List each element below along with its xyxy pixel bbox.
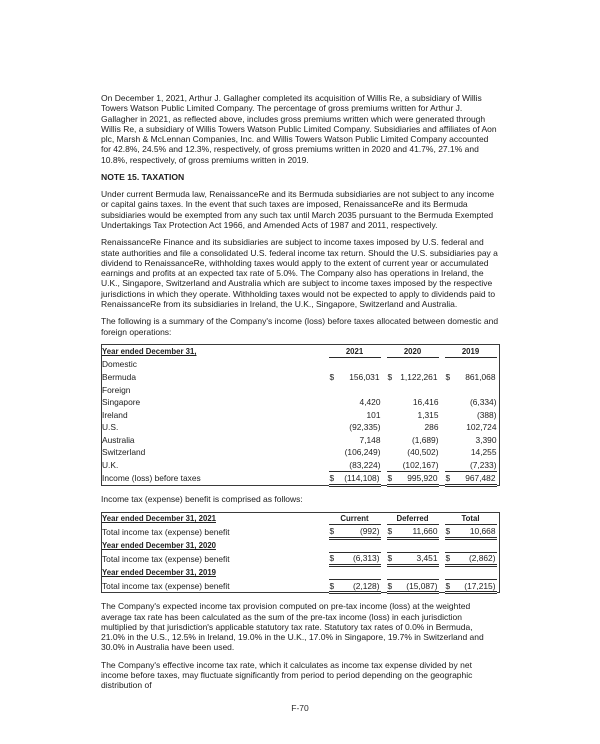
cell-2021: (92,335) [349, 422, 381, 433]
table-row-total [102, 471, 500, 486]
cell-2020: 286 [424, 422, 439, 433]
dollar-sign: $ [329, 526, 335, 537]
paragraph-statutory-rates: The Company's expected income tax provision computed on pre-tax income (loss) at the weighted average tax rate has been calculated as the sum of the pre-tax income (loss) in each jurisdiction multiplied by that jurisdiction's applicable statutory tax rate. Statutory tax rates of 0.0% in Bermuda, 21.0% in the U.S., 12.5% in Ireland, 19.0% in the U.K., 17.0% in Singapore, 19.7% in Switzerland and 30.0% in Australia have been used. [101, 601, 484, 653]
dollar-sign: $ [445, 580, 451, 591]
table-row-total-2020 [102, 552, 500, 566]
page-content [101, 93, 499, 713]
cell-2021: 101 [366, 409, 381, 420]
row-label: Total income tax (expense) benefit [102, 526, 230, 537]
row-label: U.S. [102, 422, 119, 433]
table-row-bermuda [102, 371, 500, 384]
paragraph-summary-intro: The following is a summary of the Company's income (loss) before taxes allocated between domestic and foreign operations: [101, 316, 499, 337]
cell-total-2021: $ 10,668 [445, 525, 497, 539]
table-row-total-2021 [102, 525, 500, 539]
note-heading: NOTE 15. TAXATION [101, 172, 185, 183]
cell-current-2019: $ (2,128) [329, 579, 381, 593]
table-row-us [102, 421, 500, 434]
table-row-domestic [102, 358, 500, 371]
dollar-sign: $ [445, 553, 451, 564]
cell-2020: (102,167) [402, 459, 439, 470]
cell-2020: 16,416 [412, 397, 439, 408]
table-row-australia [102, 433, 500, 446]
cell-2019: (388) [476, 409, 497, 420]
cell-2019: 102,724 [466, 422, 497, 433]
cell-2019: $ 861,068 [445, 372, 496, 383]
table-header-row-2021 [102, 512, 500, 525]
cell-2021: $ 156,031 [329, 372, 380, 383]
income-before-taxes-table [101, 344, 500, 488]
row-label: Australia [102, 434, 135, 445]
dollar-sign: $ [329, 372, 335, 383]
row-label: Domestic [102, 359, 137, 370]
dollar-sign: $ [387, 526, 393, 537]
dollar-sign: $ [445, 526, 451, 537]
paragraph-us-federal-tax: RenaissanceRe Finance and its subsidiaries are subject to income taxes imposed by U.S. federal and state authorities and file a consolidated U.S. federal income tax return. Should the U.S. subsidiaries pay a dividend to RenaissanceRe, withholding taxes would apply to the extent of current year or accumulated earnings and profits at an expected tax rate of 5.0%. The Company also has operations in Ireland, the U.K., Singapore, Switzerland and Australia which are subject to income taxes imposed by the respective jurisdictions in which they operate. Withholding taxes would not be expected to apply to dividends paid to RenaissanceRe from its subsidiaries in Ireland, the U.K., Singapore, Switzerland and Australia. [101, 237, 498, 310]
cell-current-2021: $ (992) [329, 525, 381, 539]
table-row-switzerland [102, 446, 500, 459]
cell-2019: (7,233) [469, 459, 497, 470]
table-row-ireland [102, 408, 500, 421]
cell-2020: 1,315 [417, 409, 439, 420]
dollar-sign: $ [445, 473, 451, 484]
period-label-2020: Year ended December 31, 2020 [102, 540, 216, 550]
row-label: Income (loss) before taxes [102, 473, 201, 484]
cell-2021: 4,420 [359, 397, 381, 408]
cell-2020: (1,689) [411, 434, 439, 445]
dollar-sign: $ [387, 580, 393, 591]
cell-2021: (83,224) [349, 459, 381, 470]
dollar-sign: $ [387, 473, 393, 484]
column-header-current: Current [329, 512, 381, 525]
row-label: Total income tax (expense) benefit [102, 580, 230, 591]
dollar-sign: $ [329, 553, 335, 564]
cell-2021: 7,148 [359, 434, 381, 445]
row-label: Switzerland [102, 447, 146, 458]
table-row-foreign [102, 383, 500, 396]
dollar-sign: $ [387, 372, 393, 383]
income-tax-expense-table [101, 512, 500, 595]
row-label: U.K. [102, 459, 119, 470]
table-row-uk [102, 458, 500, 471]
column-header-2021: 2021 [329, 344, 381, 358]
row-label: Foreign [102, 384, 131, 395]
cell-2021: (106,249) [344, 447, 381, 458]
cell-2020: $ 1,122,261 [387, 372, 438, 383]
table-header-row [102, 344, 500, 358]
paragraph-gallagher-acquisition: On December 1, 2021, Arthur J. Gallagher completed its acquisition of Willis Re, a subsidiary of Willis Towers Watson Public Limited Company. The percentage of gross premiums written for Arthur J. Gallagher in 2021, as reflected above, includes gross premiums written which were generated through Willis Re, a subsidiary of Willis Towers Watson Public Limited Company. Subsidiaries and affiliates of Aon plc, Marsh & McLennan Companies, Inc. and Willis Towers Watson Public Limited Company accounted for 42.8%, 24.5% and 12.3%, respectively, of gross premiums written in 2020 and 41.7%, 27.1% and 10.8%, respectively, of gross premiums written in 2019. [101, 93, 497, 165]
cell-total-2021: $ (114,108) [329, 471, 381, 486]
column-header-period: Year ended December 31, [102, 346, 197, 356]
cell-2019: (6,334) [469, 397, 497, 408]
cell-deferred-2021: $ 11,660 [387, 525, 439, 539]
dollar-sign: $ [329, 473, 335, 484]
row-label: Ireland [102, 409, 128, 420]
cell-deferred-2020: $ 3,451 [387, 552, 439, 566]
table-header-row-2020 [102, 538, 500, 552]
row-label: Total income tax (expense) benefit [102, 553, 230, 564]
cell-2019: 14,255 [470, 447, 497, 458]
cell-total-2019: $ 967,482 [445, 471, 497, 486]
row-label: Singapore [102, 397, 141, 408]
dollar-sign: $ [387, 553, 393, 564]
table-row-total-2019 [102, 579, 500, 593]
table-header-row-2019 [102, 566, 500, 580]
cell-current-2020: $ (6,313) [329, 552, 381, 566]
column-header-2020: 2020 [387, 344, 439, 358]
table-row-singapore [102, 396, 500, 409]
dollar-sign: $ [445, 372, 451, 383]
column-header-deferred: Deferred [387, 512, 439, 525]
column-header-2019: 2019 [445, 344, 497, 358]
cell-2020: (40,502) [407, 447, 439, 458]
cell-total-2019: $ (17,215) [445, 579, 497, 593]
period-label-2021: Year ended December 31, 2021 [102, 514, 216, 524]
cell-total-2020: $ 995,920 [387, 471, 439, 486]
cell-total-2020: $ (2,862) [445, 552, 497, 566]
paragraph-bermuda-law: Under current Bermuda law, RenaissanceRe and its Bermuda subsidiaries are not subject to any income or capital gains taxes. In the event that such taxes are imposed, RenaissanceRe and its Bermuda subsidiaries would be exempted from any such tax until March 2035 pursuant to the Bermuda Exempted Undertakings Tax Protection Act 1966, and Amended Acts of 1987 and 2011, respectively. [101, 189, 495, 230]
paragraph-tax-comprised-intro: Income tax (expense) benefit is comprised as follows: [101, 494, 303, 505]
column-header-total: Total [445, 512, 497, 525]
period-label-2019: Year ended December 31, 2019 [102, 567, 216, 577]
page-number: F-70 [291, 702, 309, 713]
cell-deferred-2019: $ (15,087) [387, 579, 439, 593]
row-label: Bermuda [102, 372, 136, 383]
cell-2019: 3,390 [475, 434, 497, 445]
paragraph-effective-rate: The Company's effective income tax rate, which it calculates as income tax expense divided by net income before taxes, may fluctuate significantly from period to period depending on the geographic distribution of [101, 659, 473, 691]
dollar-sign: $ [329, 580, 335, 591]
